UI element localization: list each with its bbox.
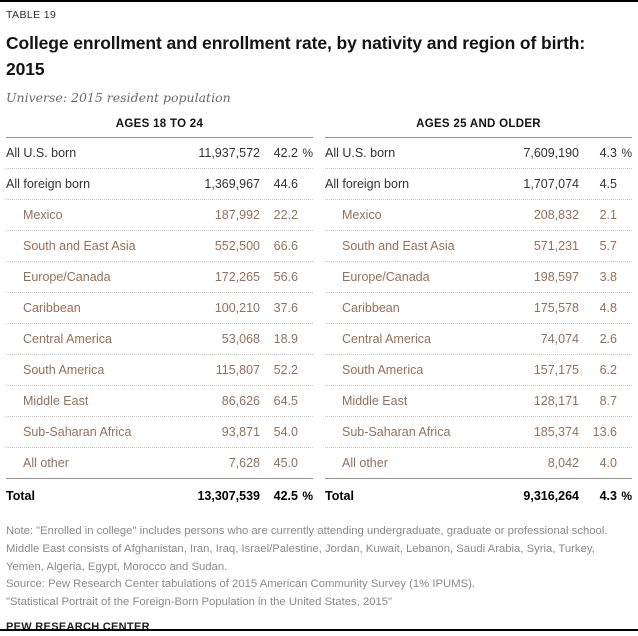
table-row bbox=[6, 447, 313, 478]
note-text: Note: "Enrolled in college" includes persons who are currently attending undergraduate, graduate or professional school. Middle East consists of Afghanistan, Iran, Iraq, Israel/Palestine, Jordan, Kuwait, Lebanon, Saudi Arabia, Syria, Turkey, Yemen, Algeria, Egypt, Morocco and Sudan. bbox=[6, 525, 608, 573]
row-enrollment-value: 74,074 bbox=[540, 332, 579, 346]
row-enrollment-value: 157,175 bbox=[533, 363, 579, 377]
row-enrollment-value: 100,210 bbox=[214, 301, 260, 315]
row-enrollment-value: 8,042 bbox=[547, 456, 579, 470]
percent-sign: % bbox=[621, 146, 632, 160]
table-rows-ages-18-24 bbox=[6, 138, 313, 513]
row-enrollment-rate: 5.7 bbox=[599, 239, 617, 253]
row-enrollment-rate: 42.5 bbox=[273, 489, 298, 503]
table-row bbox=[6, 354, 313, 385]
table-row bbox=[325, 199, 632, 230]
page-title-line-2: 2015 bbox=[6, 59, 45, 79]
row-label: Caribbean bbox=[342, 301, 400, 315]
row-enrollment-value: 198,597 bbox=[533, 270, 579, 284]
table-row bbox=[6, 261, 313, 292]
page-title bbox=[6, 30, 632, 82]
row-enrollment-value: 128,171 bbox=[533, 394, 579, 408]
table-row bbox=[6, 323, 313, 354]
row-enrollment-rate: 2.6 bbox=[599, 332, 617, 346]
figure-content bbox=[0, 2, 638, 629]
row-label: Sub-Saharan Africa bbox=[23, 425, 132, 439]
row-enrollment-rate: 52.2 bbox=[273, 363, 298, 377]
row-enrollment-rate: 3.8 bbox=[599, 270, 617, 284]
table-row bbox=[325, 261, 632, 292]
table-row bbox=[6, 416, 313, 447]
row-label: Europe/Canada bbox=[23, 270, 111, 284]
row-enrollment-value: 9,316,264 bbox=[523, 489, 579, 503]
row-label: Central America bbox=[342, 332, 431, 346]
row-label: Europe/Canada bbox=[342, 270, 430, 284]
row-enrollment-value: 208,832 bbox=[533, 208, 579, 222]
row-enrollment-rate: 4.0 bbox=[599, 456, 617, 470]
row-enrollment-rate: 64.5 bbox=[273, 394, 298, 408]
row-label: Mexico bbox=[342, 208, 382, 222]
table-rows-ages-25-older bbox=[325, 138, 632, 513]
row-enrollment-value: 86,626 bbox=[221, 394, 260, 408]
table-row bbox=[6, 478, 313, 513]
row-enrollment-rate: 4.3 bbox=[599, 489, 617, 503]
panel-ages-18-24 bbox=[6, 118, 313, 513]
table-row bbox=[325, 292, 632, 323]
row-enrollment-value: 13,307,539 bbox=[197, 489, 260, 503]
row-enrollment-rate: 37.6 bbox=[273, 301, 298, 315]
row-label: Sub-Saharan Africa bbox=[342, 425, 451, 439]
row-label: South America bbox=[342, 363, 424, 377]
row-label: Middle East bbox=[23, 394, 89, 408]
row-enrollment-rate: 4.5 bbox=[599, 177, 617, 191]
row-label: All U.S. born bbox=[325, 146, 396, 160]
table-row bbox=[6, 138, 313, 168]
table-row bbox=[325, 354, 632, 385]
percent-sign: % bbox=[302, 146, 313, 160]
table-row bbox=[6, 168, 313, 199]
row-enrollment-rate: 2.1 bbox=[599, 208, 617, 222]
row-enrollment-value: 552,500 bbox=[214, 239, 260, 253]
row-label: Central America bbox=[23, 332, 112, 346]
universe-subtitle: Universe: 2015 resident population bbox=[6, 90, 231, 105]
footnotes bbox=[6, 523, 632, 612]
row-enrollment-rate: 8.7 bbox=[599, 394, 617, 408]
row-enrollment-rate: 44.6 bbox=[273, 177, 298, 191]
row-enrollment-value: 571,231 bbox=[533, 239, 579, 253]
row-label: All foreign born bbox=[6, 177, 91, 191]
row-enrollment-rate: 66.6 bbox=[273, 239, 298, 253]
row-enrollment-value: 187,992 bbox=[214, 208, 260, 222]
row-enrollment-rate: 45.0 bbox=[273, 456, 298, 470]
table-row bbox=[6, 230, 313, 261]
table-row bbox=[6, 199, 313, 230]
table-row bbox=[6, 292, 313, 323]
row-enrollment-rate: 13.6 bbox=[592, 425, 617, 439]
row-enrollment-value: 115,807 bbox=[215, 363, 260, 377]
row-label: Total bbox=[325, 489, 354, 503]
percent-sign: % bbox=[621, 489, 632, 503]
row-label: Mexico bbox=[23, 208, 63, 222]
table-row bbox=[6, 385, 313, 416]
row-label: All other bbox=[23, 456, 69, 470]
row-label: Total bbox=[6, 489, 35, 503]
table-row bbox=[325, 447, 632, 478]
page-title-line-1: College enrollment and enrollment rate, by nativity and region of birth: bbox=[6, 33, 586, 53]
row-label: Middle East bbox=[342, 394, 408, 408]
table-row bbox=[325, 138, 632, 168]
table-row bbox=[325, 478, 632, 513]
row-enrollment-rate: 54.0 bbox=[273, 425, 298, 439]
row-enrollment-value: 172,265 bbox=[214, 270, 260, 284]
row-enrollment-value: 1,707,074 bbox=[523, 177, 579, 191]
side-by-side-tables bbox=[6, 118, 632, 513]
table-row bbox=[325, 385, 632, 416]
row-enrollment-rate: 6.2 bbox=[599, 363, 617, 377]
table-row bbox=[325, 416, 632, 447]
row-enrollment-value: 53,068 bbox=[221, 332, 260, 346]
row-enrollment-value: 185,374 bbox=[533, 425, 579, 439]
row-label: All U.S. born bbox=[6, 146, 77, 160]
table-row bbox=[325, 323, 632, 354]
row-enrollment-rate: 56.6 bbox=[273, 270, 298, 284]
row-label: All foreign born bbox=[325, 177, 410, 191]
row-label: South America bbox=[23, 363, 105, 377]
column-header-ages-18-24: AGES 18 TO 24 bbox=[6, 118, 313, 138]
bottom-rule bbox=[0, 629, 638, 631]
percent-sign: % bbox=[302, 489, 313, 503]
row-label: All other bbox=[342, 456, 388, 470]
row-enrollment-value: 7,628 bbox=[228, 456, 260, 470]
row-enrollment-rate: 4.8 bbox=[599, 301, 617, 315]
column-header-ages-25-older: AGES 25 AND OLDER bbox=[325, 118, 632, 138]
table-number-label: TABLE 19 bbox=[6, 9, 57, 21]
row-enrollment-value: 175,578 bbox=[533, 301, 579, 315]
row-label: Caribbean bbox=[23, 301, 81, 315]
row-enrollment-value: 11,937,572 bbox=[198, 146, 260, 160]
row-label: South and East Asia bbox=[342, 239, 455, 253]
table-row bbox=[325, 230, 632, 261]
row-enrollment-rate: 4.3 bbox=[599, 146, 617, 160]
row-enrollment-rate: 42.2 bbox=[273, 146, 298, 160]
row-enrollment-rate: 18.9 bbox=[273, 332, 298, 346]
row-enrollment-value: 93,871 bbox=[221, 425, 260, 439]
panel-ages-25-older bbox=[325, 118, 632, 513]
row-label: South and East Asia bbox=[23, 239, 136, 253]
row-enrollment-value: 1,369,967 bbox=[204, 177, 260, 191]
table-row bbox=[325, 168, 632, 199]
citation-text: "Statistical Portrait of the Foreign-Born Population in the United States, 2015" bbox=[6, 596, 393, 609]
pew-research-center-wordmark: PEW RESEARCH CENTER bbox=[6, 620, 150, 629]
source-text: Source: Pew Research Center tabulations of 2015 American Community Survey (1% IPUMS). bbox=[6, 578, 476, 591]
row-enrollment-rate: 22.2 bbox=[273, 208, 298, 222]
row-enrollment-value: 7,609,190 bbox=[523, 146, 579, 160]
